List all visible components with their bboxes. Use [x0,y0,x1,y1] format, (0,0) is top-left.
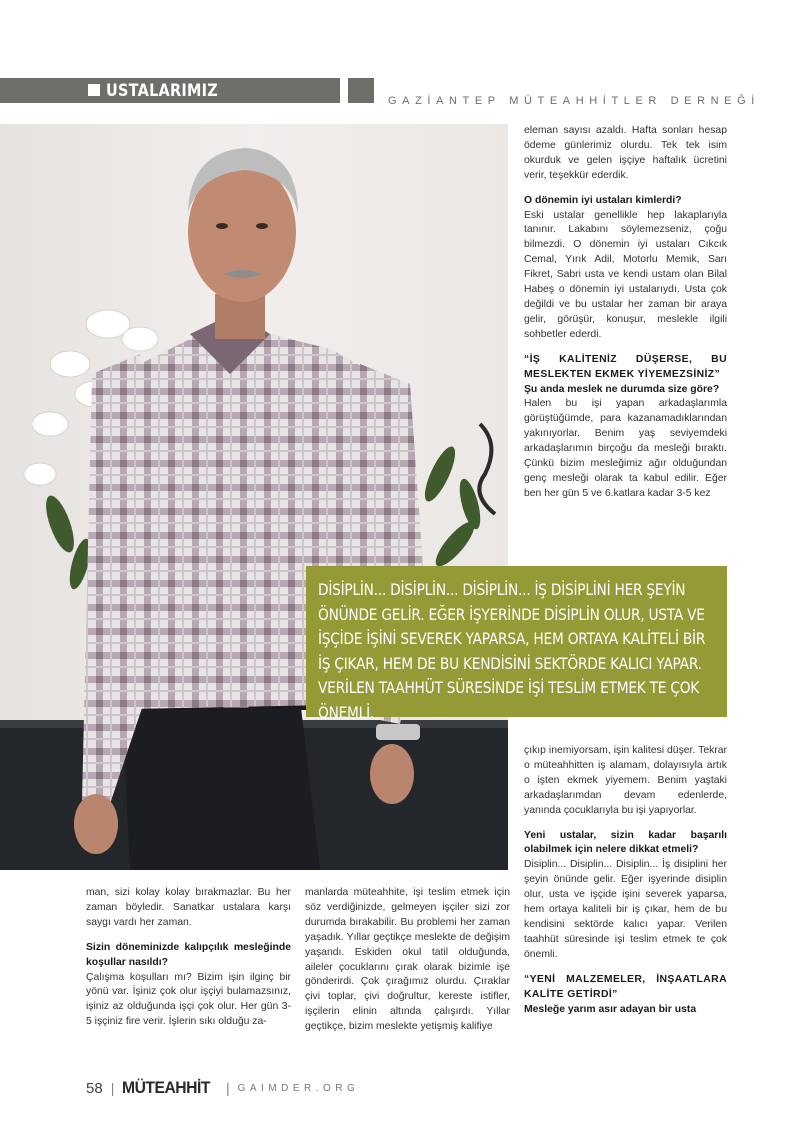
question-heading: Şu anda meslek ne durumda size göre? [524,383,720,395]
paragraph: Halen bu işi yapan arkadaşlarımla görüştüğümde, para kazanamadıklarından yakınıyorlar. Benim yaş seviyemdeki arkadaşlarımın birçoğu da mesleği bıraktı. Çünkü bizim mesleğimiz ağır olduğundan genç mesleği olarak ta kabul edilir. Eğer ben her gün 5 ve 6.katlara kadar 3-5 kez [524,398,727,499]
paragraph: Çalışma koşulları mı? Bizim işin ilginç bir yönü var. İşiniz çok olur işçiyi bulamazsınız, işiniz az olduğunda işçi çok olur. Her gün 3-5 işçiniz fire verir. İşlerin sıkı olduğu za- [86,971,291,1028]
paragraph: çıkıp inemiyorsam, işin kalitesi düşer. Tekrar o müteahhitten iş alamam, dolayısıyla artık o işten ekmek yiyemem. Benim yaştaki arkadaşlarımdan devam edenlerde, yanında çocuklarıyla bu işi yapıyorlar. [524,745,727,816]
pull-quote-text: DİSİPLİN... DİSİPLİN... DİSİPLİN... İŞ DİSİPLİNİ HER ŞEYİN ÖNÜNDE GELİR. EĞER İŞYERİNDE DİSİPLİN OLUR, USTA VE İŞÇİDE İŞİNİ SEVEREK YAPARSA, HEM ORTAYA KALİTELİ BİR İŞ ÇIKAR, HEM DE BU KENDİSİNİ SEKTÖRDE KALICI YAPAR. VERİLEN TAAHHÜT SÜRESİNDE İŞİ TESLİM ETMEK TE ÇOK ÖNEMLİ. [318,580,706,722]
paragraph: eleman sayısı azaldı. Hafta sonları hesap ödeme günlerimiz olurdu. Tek tek isim okurduk ve gelen işçiye haftalık ücretini verir, teşekkür ederdik. [524,125,727,181]
footer-divider: | [225,1080,230,1096]
sub-heading: “YENİ MALZEMELER, İNŞAATLARA KALİTE GETİRDİ” [524,973,727,1000]
paragraph: manlarda müteahhite, işi teslim etmek için söz verdiğinizde, gelmeyen işçiler sizi zor durumda bırakabilir. Bu problemi her zaman yaşadık. Yıllar geçtikçe meslekte de değişim yaşandı. Eskiden okul tatil olduğunda, aileler çocuklarını çırak olarak bizimle işe gönderirdi. Çok çırağımız olurdu. Çıraklar çivi toplar, çivi doğrultur, kereste istifler, işçilerin elinin altında çalışırdı. Yıllar geçtikçe, bizim meslekte yetişmiş kalifiye [305,887,510,1033]
question-heading: O dönemin iyi ustaları kimlerdi? [524,194,682,206]
question-heading: Sizin döneminizde kalıpçılık mesleğinde koşullar nasıldı? [86,941,291,968]
portrait-photo [0,124,508,870]
magazine-logo: MÜTEAHHİT [122,1078,211,1097]
page-number: 58 [86,1079,103,1097]
website-link[interactable]: GAIMDER.ORG [237,1082,360,1094]
text-column-middle [305,886,510,1035]
section-title: USTALARIMIZ [106,81,219,101]
paragraph: man, sizi kolay kolay bırakmazlar. Bu her zaman böyledir. Sanatkar ustalara karşı saygı vardı her zaman. [86,887,291,928]
paragraph: Disiplin... Disiplin... Disiplin... İş disiplini her şeyin önünde gelir. Eğer işyerinde disiplin olur, usta ve işçide işini severek yaparsa, hem ortaya kaliteli bir iş çıkar, hem de bu kendisini sektörde kalıcı yapar. Verilen taahhüt süresinde işi teslim etmek te çok önemli. [524,859,727,960]
text-column-top-right [524,124,727,502]
page-footer [86,1076,359,1100]
paragraph: Eski ustalar genellikle hep lakaplarıyla tanınır. Lakabını söylemezseniz, çoğu bilmezdi. O dönemin iyi ustaları Cıkcık Cemal, Yırık Adil, Motorlu Memik, Sarı Fikret, Sabri usta ve kendi ustam olan Bilal Habeş o dönemin iyi ustalarıydı. Usta çok değildi ve bu ustalar her zaman bir araya gelir, görüşür, konuşur, meslekle ilgili sohbetler ederdi. [524,209,727,340]
header-accent-block [348,78,374,103]
footer-divider: | [110,1080,115,1096]
sub-heading: “İŞ KALİTENİZ DÜŞERSE, BU MESLEKTEN EKMEK YİYEMEZSİNİZ” [524,353,727,380]
question-heading: Yeni ustalar, sizin kadar başarılı olabilmek için nelere dikkat etmeli? [524,829,727,856]
text-column-bottom-right [524,744,727,1017]
association-name: GAZİANTEP MÜTEAHHİTLER DERNEĞİ [388,95,760,107]
question-heading: Mesleğe yarım asır adayan bir usta [524,1003,697,1015]
text-column-left [86,886,291,1030]
section-square-icon [88,84,100,96]
